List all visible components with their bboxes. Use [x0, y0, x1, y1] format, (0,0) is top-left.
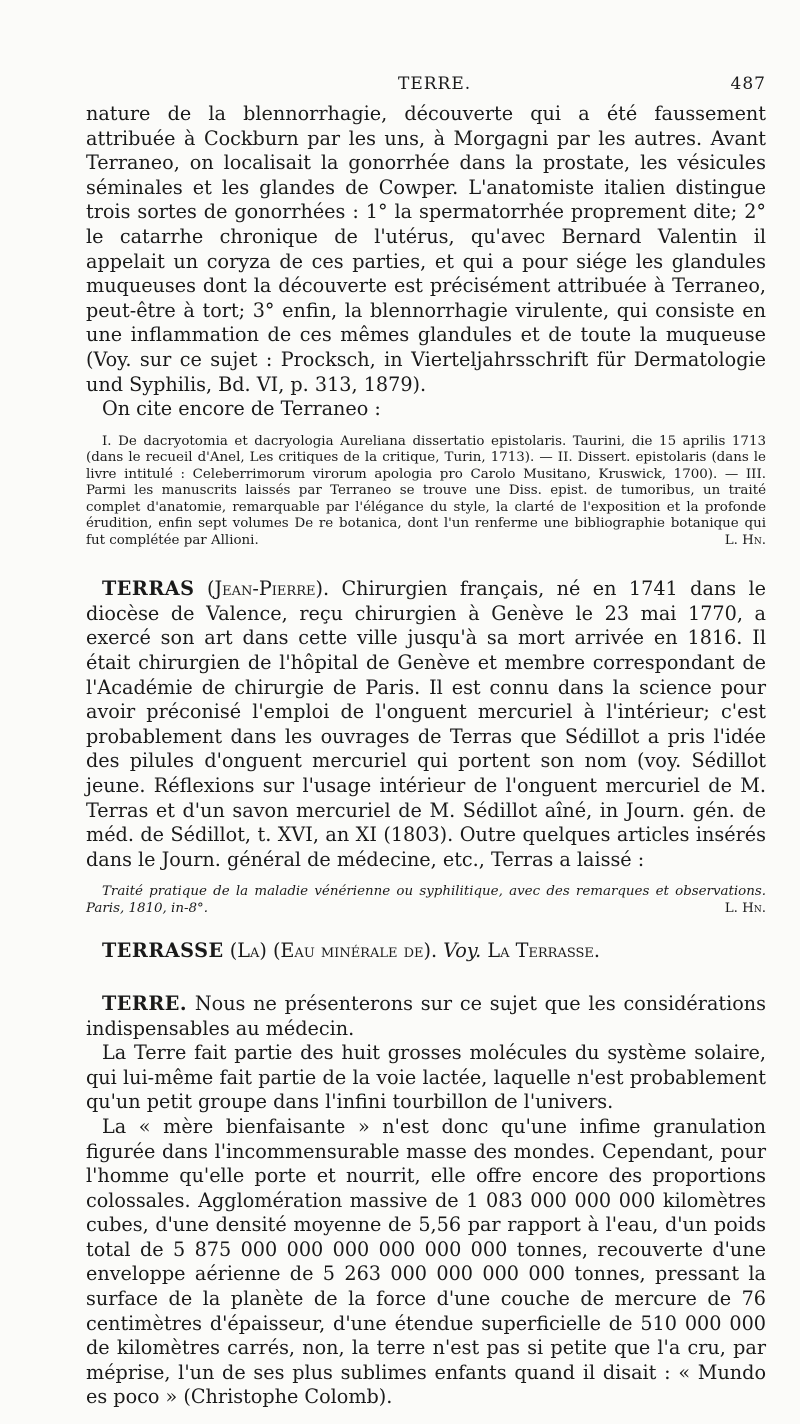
- terre-paragraph-3: La « mère bienfaisante » n'est donc qu'une infime granulation figurée dans l'incommensurable masse des mondes. Cependant, pour l'homme qu'elle porte et nourrit, elle offre encore des proportions colossales. Agglomération massive de 1 083 000 000 000 kilomètres cubes, d'une densité moyenne de 5,56 par rapport à l'eau, d'un poids total de 5 875 000 000 000 000 000 000 tonnes, recouverte d'une enveloppe aérienne de 5 263 000 000 000 000 tonnes, pressant la surface de la planète de la force d'une couche de mercure de 76 centimètres d'épaisseur, d'une étendue superficielle de 510 000 000 de kilomètres carrés, non, la terre n'est pas si petite que l'a cru, par méprise, l'un de ses plus sublimes enfants quand il disait : « Mundo es poco » (Christophe Colomb).: [86, 1114, 766, 1409]
- running-head-title: TERRE.: [398, 74, 472, 94]
- terre-paragraph-1: Nous ne présenterons sur ce sujet que les considérations indispensables au médecin.: [86, 991, 766, 1040]
- page-number: 487: [730, 74, 766, 94]
- terras-signature: L. Hn.: [724, 900, 766, 916]
- terrasse-article: (La): [229, 939, 267, 963]
- terras-bibliography-text: Traité pratique de la maladie vénérienne ou syphilitique, avec des remarques et observations. Paris, 1810, in-8°.: [86, 884, 766, 916]
- terras-entry: [86, 577, 766, 872]
- terraneo-signature: L. Hn.: [724, 532, 766, 548]
- terraneo-paragraph-1: nature de la blennorrhagie, découverte qui a été faussement attribuée à Cockburn par les uns, à Morgagni par les autres. Avant Terraneo, on localisait la gonorrhée dans la prostate, les vésicules séminales et les glandes de Cowper. L'anatomiste italien distingue trois sortes de gonorrhées : 1° la spermatorrhée proprement dite; 2° le catarrhe chronique de l'utérus, qu'avec Bernard Valentin il appelait un coryza de ces parties, et qui a pour siége les glandules muqueuses dont la découverte est précisément attribuée à Terraneo, peut-être à tort; 3° enfin, la blennorrhagie virulente, qui consiste en une inflammation de ces mêmes glandules et de toute la muqueuse (Voy. sur ce sujet : Procksch, in Vierteljahrsschrift für Dermatologie und Syphilis, Bd. VI, p. 313, 1879).: [86, 102, 766, 396]
- terre-entry: [86, 992, 766, 1041]
- terras-name: (Jean-Pierre).: [206, 577, 330, 601]
- terrasse-entry: [86, 939, 766, 964]
- terre-heading: TERRE.: [102, 991, 188, 1015]
- terrasse-target: La Terrasse.: [487, 939, 601, 963]
- terraneo-bibliography: [86, 434, 766, 550]
- terras-heading: TERRAS: [102, 577, 195, 601]
- terras-bibliography: [86, 884, 766, 917]
- running-head: [86, 74, 766, 102]
- terre-paragraph-2: La Terre fait partie des huit grosses molécules du système solaire, qui lui-même fait partie de la voie lactée, laquelle n'est probablement qu'un petit groupe dans l'infini tourbillon de l'univers.: [86, 1041, 766, 1114]
- terraneo-paragraph-2: On cite encore de Terraneo :: [102, 397, 381, 421]
- page: [86, 74, 766, 1410]
- terraneo-bibliography-text: I. De dacryotomia et dacryologia Aureliana dissertatio epistolaris. Taurini, die 15 aprilis 1713 (dans le recueil d'Anel, Les critiques de la critique, Turin, 1713). — II. Dissert. epistolaris (dans le livre intitulé : Celeberrimorum virorum apologia pro Carolo Musitano, Kruswick, 1700). — III. Parmi les manuscrits laissés par Terraneo se trouve une Diss. epist. de tumoribus, un traité complet d'anatomie, remarquable par l'élégance du style, la clarté de l'exposition et la profonde érudition, enfin sept volumes De re botanica, dont l'un renferme une bibliographie botanique qui fut complétée par Allioni.: [86, 433, 766, 548]
- terrasse-qualifier: (Eau minérale de).: [272, 939, 438, 963]
- terrasse-voy: Voy.: [443, 939, 482, 963]
- terras-paragraph: Chirurgien français, né en 1741 dans le diocèse de Valence, reçu chirurgien à Genève le 23 mai 1770, a exercé son art dans cette ville jusqu'à sa mort arrivée en 1816. Il était chirurgien de l'hôpital de Genève et membre correspondant de l'Académie de chirurgie de Paris. Il est connu dans la science pour avoir préconisé l'emploi de l'onguent mercuriel à l'intérieur; c'est probablement dans les ouvrages de Terras que Sédillot a pris l'idée des pilules d'onguent mercuriel qui portent son nom (voy. Sédillot jeune. Réflexions sur l'usage intérieur de l'onguent mercuriel de M. Terras et d'un savon mercuriel de M. Sédillot aîné, in Journ. gén. de méd. de Sédillot, t. XVI, an XI (1803). Outre quelques articles insérés dans le Journ. général de médecine, etc., Terras a laissé :: [86, 577, 766, 871]
- terrasse-heading: TERRASSE: [102, 939, 224, 963]
